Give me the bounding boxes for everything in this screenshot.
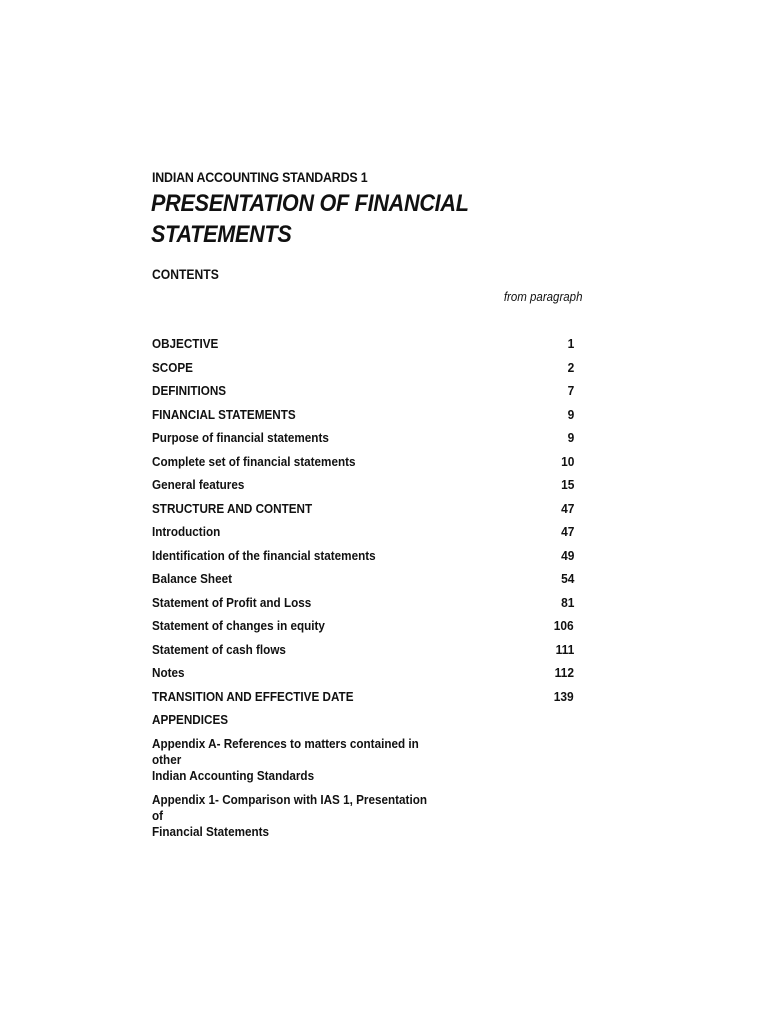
toc-entry (152, 383, 576, 407)
toc-entry-label: Balance Sheet (152, 571, 232, 586)
appendix-a-line-1: Appendix A- References to matters contained in other (152, 735, 419, 767)
toc-entry (152, 642, 576, 666)
toc-entry-paragraph: 139 (554, 688, 574, 704)
toc-entry (152, 477, 576, 501)
toc-entry-paragraph: 9 (567, 406, 574, 422)
toc-entry-label: Identification of the financial statements (152, 547, 376, 563)
appendix-a-line-2: Indian Accounting Standards (152, 767, 315, 783)
toc-entry-paragraph: 7 (567, 383, 574, 398)
toc-entry-paragraph: 9 (567, 430, 574, 445)
toc-entry (152, 689, 576, 713)
document-title-line-1: PRESENTATION OF FINANCIAL (151, 190, 469, 217)
document-title (151, 188, 529, 250)
toc-entry (152, 407, 576, 431)
toc-entry-paragraph: 2 (567, 359, 574, 375)
toc-entry-label: Complete set of financial statements (152, 453, 356, 469)
toc-entry-label: TRANSITION AND EFFECTIVE DATE (152, 688, 354, 704)
toc-entry-label: Statement of changes in equity (152, 618, 325, 633)
toc-entry-label: Introduction (152, 524, 221, 539)
toc-entry (152, 548, 576, 572)
toc-entry-label: Purpose of financial statements (152, 430, 329, 445)
appendix-1-line-1: Appendix 1- Comparison with IAS 1, Presentation of (152, 791, 427, 823)
table-of-contents (152, 336, 576, 848)
toc-entry (152, 454, 576, 478)
toc-entry-paragraph: 47 (560, 500, 574, 516)
toc-entry (152, 430, 576, 454)
contents-heading: CONTENTS (152, 267, 219, 282)
toc-entry-paragraph: 111 (555, 641, 574, 657)
toc-entry-paragraph: 10 (560, 453, 574, 469)
toc-entry (152, 336, 576, 360)
toc-entry-label (152, 736, 440, 784)
appendix-1-line-2: Financial Statements (152, 823, 270, 839)
toc-entry-appendices (152, 712, 576, 736)
toc-entry (152, 595, 576, 619)
toc-entry-label: Statement of Profit and Loss (152, 594, 312, 610)
toc-entry-paragraph: 1 (567, 336, 574, 351)
toc-entry (152, 618, 576, 642)
toc-entry-label: STRUCTURE AND CONTENT (152, 500, 313, 516)
toc-entry-paragraph: 81 (560, 594, 574, 610)
toc-entry-paragraph: 106 (554, 618, 574, 633)
toc-entry (152, 501, 576, 525)
toc-entry-paragraph: 49 (560, 547, 574, 563)
toc-entry-label: OBJECTIVE (152, 336, 219, 351)
toc-entry-paragraph: 47 (560, 524, 574, 539)
toc-entry-label: FINANCIAL STATEMENTS (152, 406, 296, 422)
toc-appendix-a (152, 736, 576, 784)
toc-entry-label: Statement of cash flows (152, 641, 286, 657)
toc-entry-label: Notes (152, 665, 185, 680)
toc-entry-label: General features (152, 477, 245, 492)
standard-label: INDIAN ACCOUNTING STANDARDS 1 (152, 170, 368, 185)
toc-entry-label (152, 792, 440, 840)
toc-entry (152, 571, 576, 595)
paragraph-column-note: from paragraph (503, 290, 582, 304)
toc-entry-label: SCOPE (152, 359, 193, 375)
toc-entry-paragraph: 112 (554, 665, 574, 680)
toc-entry (152, 360, 576, 384)
document-title-line-2: STATEMENTS (151, 221, 292, 248)
toc-entry-paragraph: 54 (560, 571, 574, 586)
toc-appendix-1 (152, 792, 576, 840)
toc-entry-paragraph: 15 (560, 477, 574, 492)
toc-entry (152, 665, 576, 689)
toc-entry (152, 524, 576, 548)
toc-entry-label: DEFINITIONS (152, 383, 227, 398)
toc-entry-label: APPENDICES (152, 712, 229, 727)
